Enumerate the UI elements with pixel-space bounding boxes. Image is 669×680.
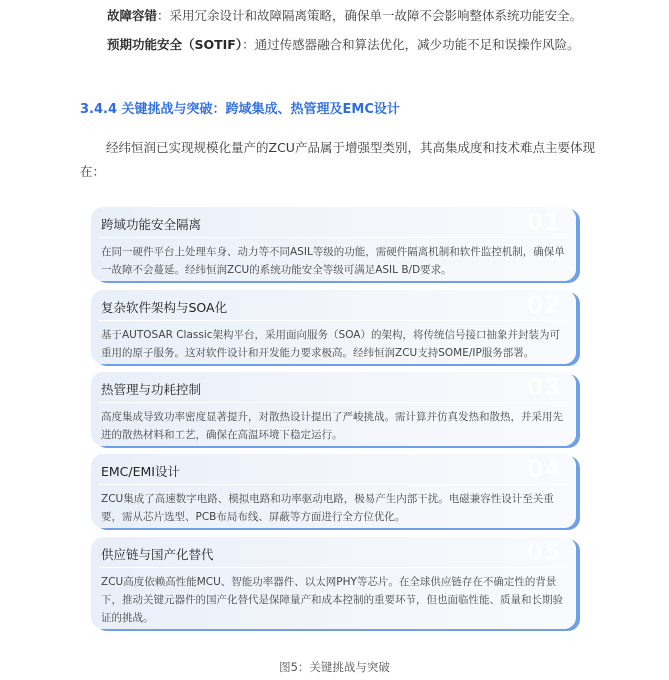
card-number: 05: [526, 538, 562, 566]
card-title: 复杂软件架构与SOA化: [101, 300, 228, 315]
card-divider: [99, 567, 568, 568]
bullet-label: 预期功能安全（SOTIF）: [107, 37, 243, 52]
card-number: 01: [526, 208, 562, 236]
challenge-card-3: [91, 372, 576, 446]
bullet-fault-tolerance: [107, 7, 582, 25]
card-body: 在同一硬件平台上处理车身、动力等不同ASIL等级的功能，需硬件隔离机制和软件监控机制，确保单一故障不会蔓延。经纬恒润ZCU的系统功能安全等级可满足ASIL B/D要求。: [101, 246, 565, 276]
challenge-card-5: [91, 537, 576, 629]
card-divider: [99, 320, 568, 321]
card-body: 高度集成导致功率密度显著提升，对散热设计提出了严峻挑战。需计算并仿真发热和散热，并采用先进的散热材料和工艺，确保在高温环境下稳定运行。: [101, 411, 563, 441]
card-number: 04: [526, 455, 562, 483]
challenge-card-4: [91, 454, 576, 528]
bullet-sotif: [107, 36, 580, 54]
card-title: 跨域功能安全隔离: [101, 217, 202, 232]
section-heading: 3.4.4 关键挑战与突破：跨域集成、热管理及EMC设计: [80, 102, 400, 117]
card-divider: [99, 484, 568, 485]
card-title: 热管理与功耗控制: [101, 382, 202, 397]
card-number: 03: [526, 373, 562, 401]
card-body: ZCU高度依赖高性能MCU、智能功率器件、以太网PHY等芯片。在全球供应链存在不确定性的背景下，推动关键元器件的国产化替代是保障量产和成本控制的重要环节，但也面临性能、质量和长期验证的挑战。: [101, 576, 563, 624]
card-divider: [99, 237, 568, 238]
bullet-label: 故障容错: [107, 8, 158, 23]
bullet-text: ：采用冗余设计和故障隔离策略，确保单一故障不会影响整体系统功能安全。: [157, 8, 583, 23]
card-divider: [99, 402, 568, 403]
intro-paragraph: 经纬恒润已实现规模化量产的ZCU产品属于增强型类别，其高集成度和技术难点主要体现在：: [80, 140, 595, 179]
card-number: 02: [526, 291, 562, 319]
card-body: ZCU集成了高速数字电路、模拟电路和功率驱动电路，极易产生内部干扰。电磁兼容性设计至关重要，需从芯片选型、PCB布局布线、屏蔽等方面进行全方位优化。: [101, 493, 554, 523]
card-title: EMC/EMI设计: [101, 464, 180, 479]
card-body: 基于AUTOSAR Classic架构平台，采用面向服务（SOA）的架构，将传统信号接口抽象并封装为可重用的原子服务。这对软件设计和开发能力要求极高。经纬恒润ZCU支持SOME/IP服务部署。: [101, 329, 560, 359]
challenge-card-2: [91, 290, 576, 364]
figure-caption: 图5：关键挑战与突破: [279, 660, 390, 674]
bullet-text: ：通过传感器融合和算法优化，减少功能不足和误操作风险。: [242, 37, 580, 52]
card-title: 供应链与国产化替代: [101, 547, 214, 562]
challenge-card-1: [91, 207, 576, 281]
